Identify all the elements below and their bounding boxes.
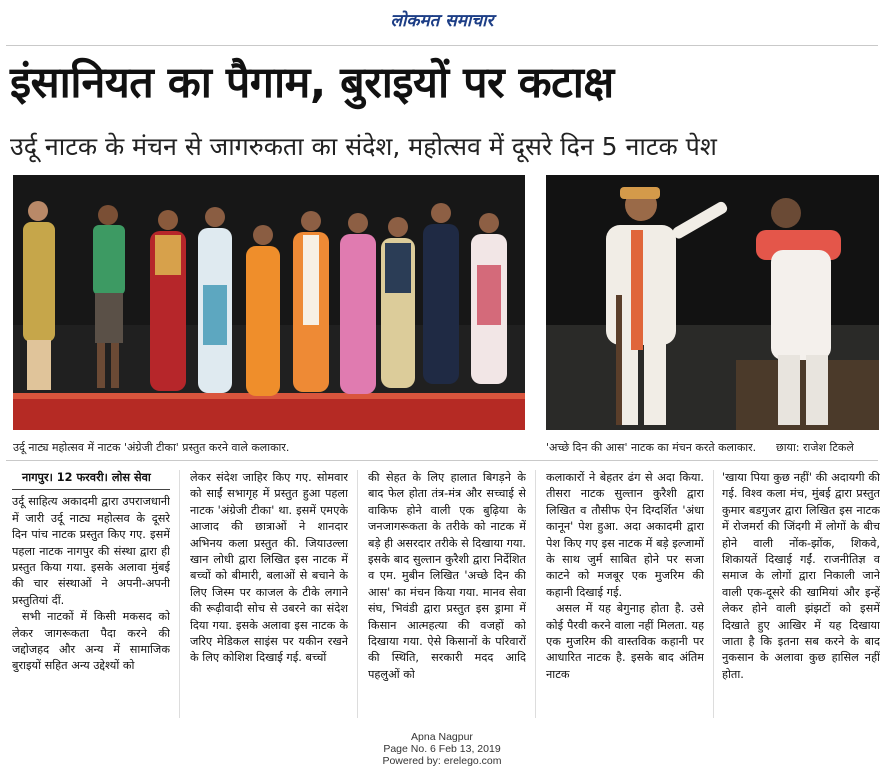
article-column-5 (722, 470, 880, 720)
article-paragraph: उर्दू साहित्य अकादमी द्वारा उपराजधानी में जारी उर्दू नाट्य महोत्सव के दूसरे दिन पांच नाटक प्रस्तुत किए गए. इसमें पहला नाटक नागपुर की संस्था द्वारा ही प्रस्तुत किया गया. इसके अलावा मुंबई की चार संस्थाओं ने अपनी-अपनी प्रस्तुतियां दीं. (12, 495, 170, 607)
page-info: Page No. 6 Feb 13, 2019 (383, 743, 501, 755)
stage-group-photo (13, 175, 525, 430)
article-paragraph: 'खाया पिया कुछ नहीं' की अदायगी की गई. विश्व कला मंच, मुंबई द्वारा प्रस्तुत कुमार बडगुजर द्वारा लिखित इस नाटक में रोजमर्रा की जिंदगी में लोगों के बीच होने वाली नोंक-झोंक, शिकवे, शिकायतें दिखाई गईं. राजनीतिज्ञ व समाज के लोगों द्वारा निकाली जाने वाली एक-दूसरे की खामियां और इन्हें लेकर होने वाली झंझटों को इसमें दिखाते हुए आखिर में यह दिखाया जाता है कि इतना सब करने के बाद नुकसान के अलावा कुछ हासिल नहीं होता. (722, 471, 880, 681)
column-divider (535, 470, 536, 718)
article-column-3 (368, 470, 526, 720)
article-column-2 (190, 470, 348, 720)
article-column-4 (546, 470, 704, 720)
masthead-rule (6, 45, 878, 46)
article-column-1 (12, 470, 170, 720)
article-paragraph: कलाकारों ने बेहतर ढंग से अदा किया. तीसरा नाटक सुल्तान कुरैशी द्वारा लिखित व तौसीफ ऐन दिग्दर्शित 'अंधा कानून' पेश हुआ. अदा अकादमी द्वारा पेश किए गए इस नाटक में बड़े इल्जामों के साथ जुर्म साबित होने पर सजा काटने को मजबूर एक मुजरिम की कहानी दिखाई गई. (546, 471, 704, 599)
edition-name: Apna Nagpur (411, 731, 473, 743)
right-photo-caption: 'अच्छे दिन की आस' नाटक का मंचन करते कलाकार. (546, 441, 757, 454)
photo-credit: छाया: राजेश टिकले (776, 441, 854, 454)
article-paragraph: असल में यह बेगुनाह होता है. उसे कोई पैरवी करने वाला नहीं मिलता. यह एक मुजरिम की वास्तविक कहानी पर आधारित नाटक है. इसके बाद अंतिम नाटक (546, 602, 704, 681)
stage-play-photo (546, 175, 879, 430)
newspaper-masthead: लोकमत समाचार (390, 11, 494, 31)
powered-by: Powered by: erelego.com (382, 755, 502, 767)
left-photo-caption: उर्दू नाट्य महोत्सव में नाटक 'अंग्रेजी टीका' प्रस्तुत करने वाले कलाकार. (13, 441, 290, 454)
column-divider (357, 470, 358, 718)
article-dateline: नागपुर। 12 फरवरी। लोस सेवा (12, 470, 170, 490)
article-paragraph: की सेहत के लिए हालात बिगड़ने के बाद फेल होता तंत्र-मंत्र और सच्चाई से वाकिफ होने वाली एक बुढ़िया के जनजागरूकता के तरीके को नाटक में बड़े ही असरदार तरीके से दिखाया गया. इसके बाद सुल्तान कुरैशी द्वारा निर्देशित व एम. मुबीन लिखित 'अच्छे दिन की आस' का मंचन किया गया. मानव सेवा संघ, भिवंडी द्वारा प्रस्तुत इस ड्रामा में किसान आत्महत्या की वजहों को दिखाया गया. ऐसे किसानों के परिवारों की स्थिति, सरकारी मदद आदि पहलुओं को (368, 471, 526, 681)
subheadline: उर्दू नाटक के मंचन से जागरुकता का संदेश, महोत्सव में दूसरे दिन 5 नाटक पेश (10, 132, 717, 161)
article-paragraph: लेकर संदेश जाहिर किए गए. सोमवार को साईं सभागृह में प्रस्तुत हुआ पहला नाटक 'अंग्रेजी टीका' था. इसमें एमएके आजाद की छात्राओं ने शानदार अभिनय कला प्रस्तुत की. जियाउल्ला खान लोधी द्वारा लिखित इस नाटक में बच्चों को बीमारी, बलाओं से बचाने के लिए जिस्म पर काजल के टीके लगाने की रूढ़ीवादी सोच से उबरने का संदेश दिया गया. इसके अलावा इस नाटक के जरिए मेडिकल साइंस पर यकीन रखने के लिए कोशिश दिखाई गई. बच्चों (190, 471, 348, 665)
page-footer (0, 731, 884, 767)
caption-rule (6, 460, 878, 461)
column-divider (713, 470, 714, 718)
column-divider (179, 470, 180, 718)
article-paragraph: सभी नाटकों में किसी मकसद को लेकर जागरूकता पैदा करने की जद्दोजहद और अन्य में सामाजिक बुराइयों सहित अन्य उद्देश्यों को (12, 610, 170, 673)
headline: इंसानियत का पैगाम, बुराइयों पर कटाक्ष (10, 58, 614, 108)
